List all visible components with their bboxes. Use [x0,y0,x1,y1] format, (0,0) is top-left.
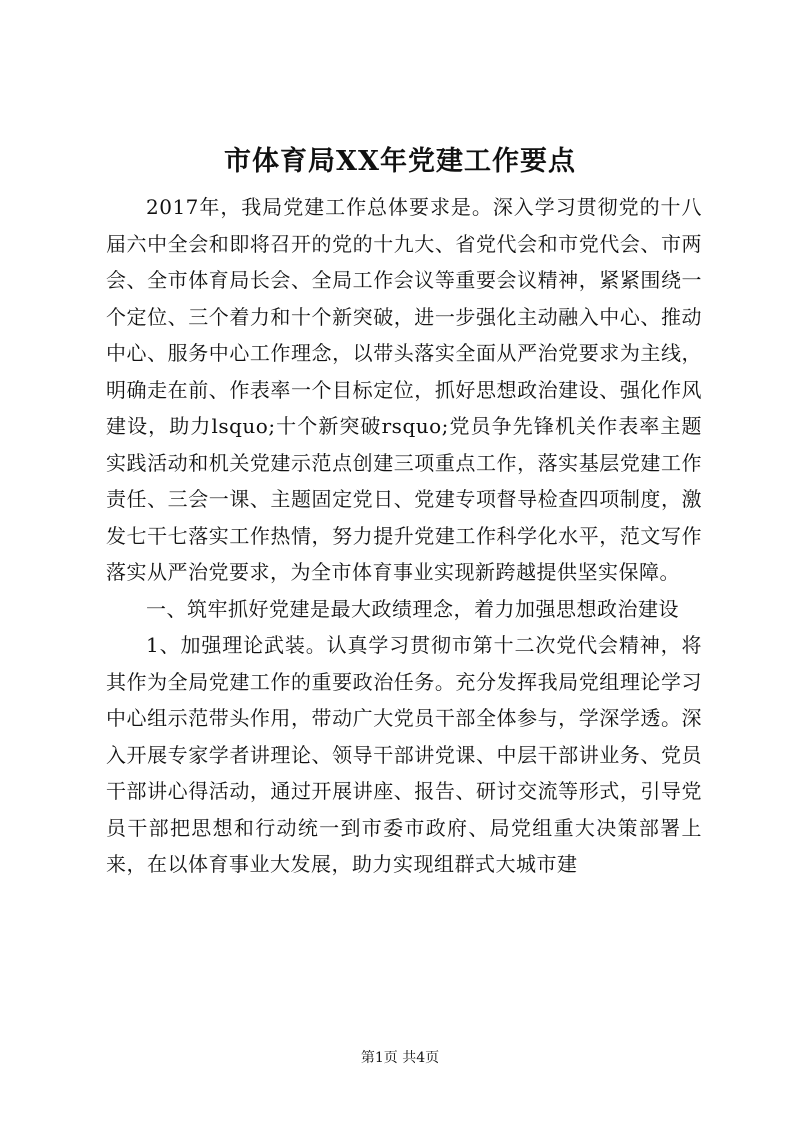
paragraph-overview: 2017年，我局党建工作总体要求是。深入学习贯彻党的十八届六中全会和即将召开的党的十九大、省党代会和市党代会、市两会、全市体育局长会、全局工作会议等重要会议精神，紧紧围绕一个定位、三个着力和十个新突破，进一步强化主动融入中心、推动中心、服务中心工作理念，以带头落实全面从严治党要求为主线，明确走在前、作表率一个目标定位，抓好思想政治建设、强化作风建设，助力lsquo;十个新突破rsquo;党员争先锋机关作表率主题实践活动和机关党建示范点创建三项重点工作，落实基层党建工作责任、三会一课、主题固定党日、党建专项督导检查四项制度，激发七干七落实工作热情，努力提升党建工作科学化水平，范文写作落实从严治党要求，为全市体育事业实现新跨越提供坚实保障。 [106,195,702,584]
document-title: 市体育局XX年党建工作要点 [224,146,576,177]
section-heading-1: 一、筑牢抓好党建是最大政绩理念，着力加强思想政治建设 [146,596,679,621]
paragraph-item-1: 1、加强理论武装。认真学习贯彻市第十二次党代会精神，将其作为全局党建工作的重要政治任务。充分发挥我局党组理论学习中心组示范带头作用，带动广大党员干部全体参与，学深学透。深入开展专家学者讲理论、领导干部讲党课、中层干部讲业务、党员干部讲心得活动，通过开展讲座、报告、研讨交流等形式，引导党员干部把思想和行动统一到市委市政府、局党组重大决策部署上来，在以体育事业大发展，助力实现组群式大城市建 [106,633,702,876]
document-body [106,189,702,883]
page-number-footer: 第1页 共4页 [360,1050,440,1066]
